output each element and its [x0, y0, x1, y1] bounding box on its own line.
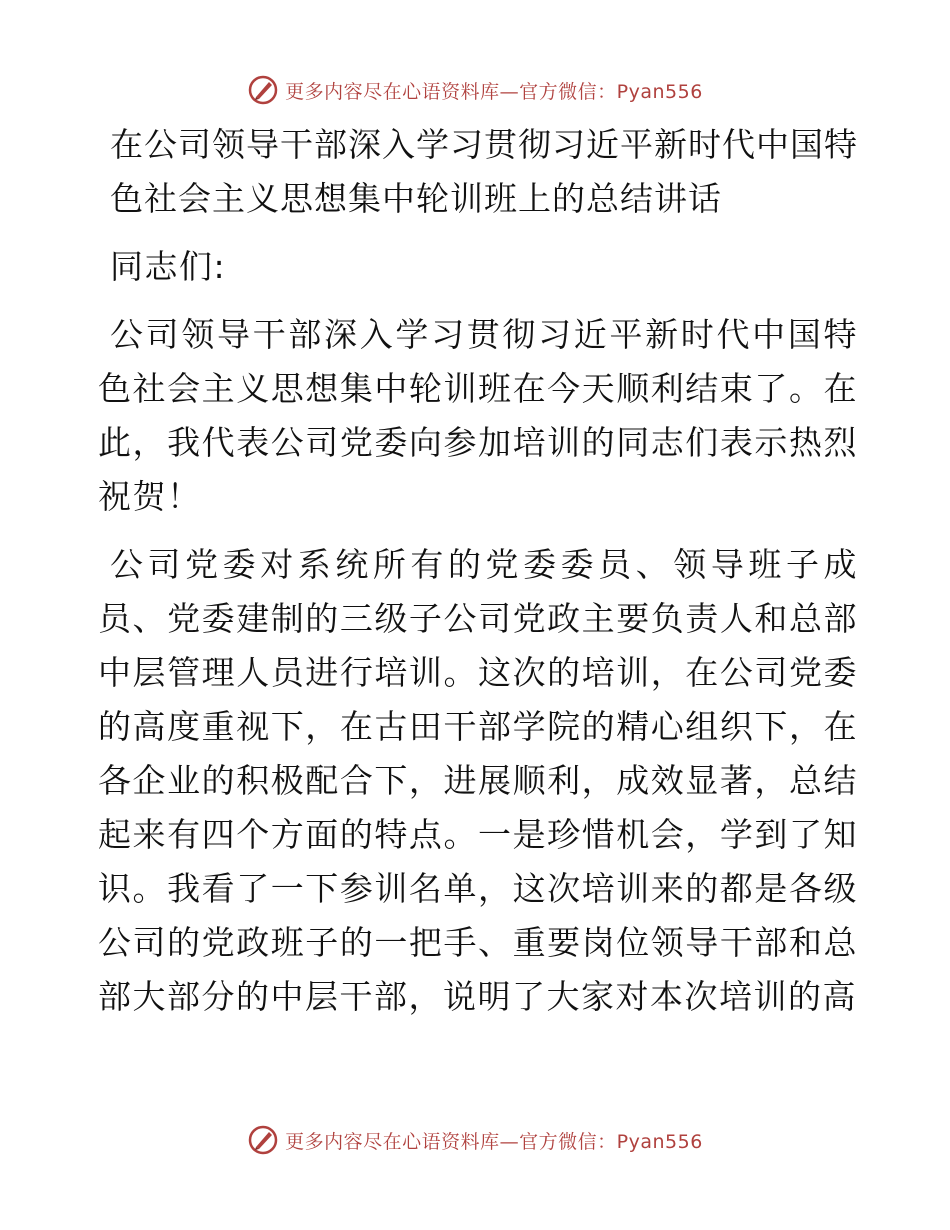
watermark-brand: Pyan556 [616, 80, 703, 103]
watermark-label [285, 1127, 703, 1154]
paragraph-2: 公司党委对系统所有的党委委员、领导班子成员、党委建制的三级子公司党政主要负责人和总部中层管理人员进行培训。这次的培训，在公司党委的高度重视下，在古田干部学院的精心组织下，在各企业的积极配合下，进展顺利，成效显著，总结起来有四个方面的特点。一是珍惜机会，学到了知识。我看了一下参训名单，这次培训来的都是各级公司的党政班子的一把手、重要岗位领导干部和总部大部分的中层干部，说明了大家对本次培训的高 [98, 545, 858, 1016]
document-title: 在公司领导干部深入学习贯彻习近平新时代中国特色社会主义思想集中轮训班上的总结讲话 [110, 125, 858, 218]
pen-circle-logo-icon [247, 1124, 279, 1156]
pen-circle-logo-icon [247, 74, 279, 106]
greeting: 同志们: [110, 247, 227, 286]
watermark-brand: Pyan556 [616, 1130, 703, 1153]
watermark-text: 更多内容尽在心语资料库—官方微信： [285, 1130, 617, 1153]
document-body [98, 118, 858, 1024]
paragraph-1: 公司领导干部深入学习贯彻习近平新时代中国特色社会主义思想集中轮训班在今天顺利结束了。在此，我代表公司党委向参加培训的同志们表示热烈祝贺！ [98, 315, 858, 516]
watermark-label [285, 77, 703, 104]
header-watermark [0, 70, 950, 110]
watermark-text: 更多内容尽在心语资料库—官方微信： [285, 80, 617, 103]
footer-watermark [0, 1120, 950, 1160]
